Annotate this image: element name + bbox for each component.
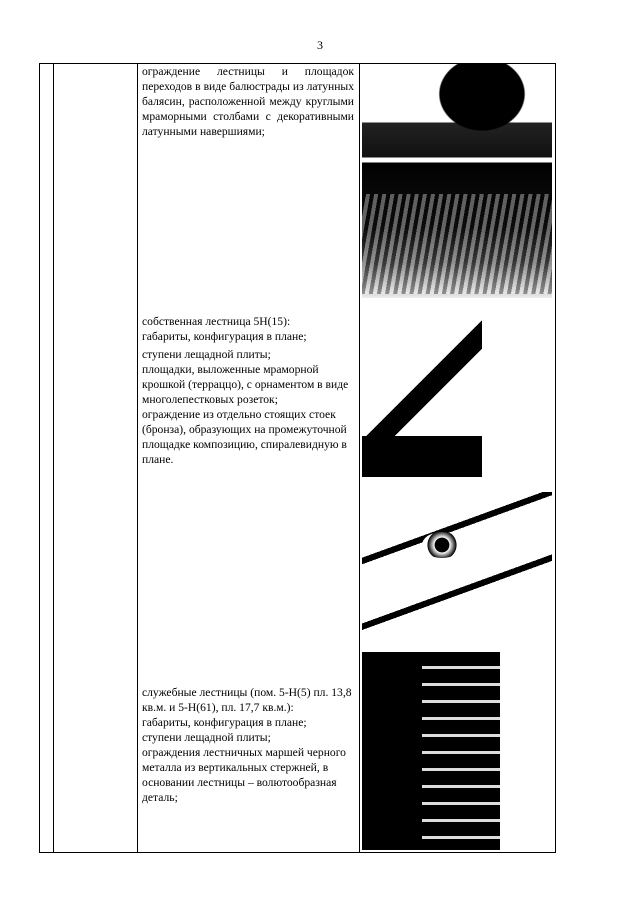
text-line: ступени лещадной плиты; [142,731,271,744]
service-staircase-photo [362,652,500,850]
service-staircases-description [142,685,354,805]
column-divider [359,64,360,852]
text-line: собственная лестница 5Н(15): [142,315,291,328]
text-line: площадки, выложенные мраморной крошкой (терраццо), с орнаментом в виде многолепестковых розеток; [142,363,349,406]
column-divider [137,64,138,852]
text-line: ступени лещадной плиты; [142,348,271,361]
own-staircase-description [142,314,354,467]
text-line: габариты, конфигурация в плане; [142,330,307,343]
text-line: служебные лестницы (пом. 5-Н(5) пл. 13,8 кв.м. и 5-Н(61), пл. 17,7 кв.м.): [142,686,352,714]
balustrade-description: ограждение лестницы и площадок переходов в виде балюстрады из латунных балясин, расположенной между круглыми мраморными столбами с декоративными латунными навершиями; [142,65,354,138]
column-divider [53,64,54,852]
page-number: 3 [317,38,323,52]
own-staircase-photo [362,312,482,477]
text-line: ограждение из отдельно стоящих стоек (бронза), образующих на промежуточной площадке композицию, спиралевидную в плане. [142,408,347,466]
balustrade-photo [362,64,552,298]
terrazzo-landing-photo [362,492,552,642]
text-line: ограждения лестничных маршей черного металла из вертикальных стержней, в основании лестницы – волютообразная деталь; [142,746,346,804]
text-line: габариты, конфигурация в плане; [142,716,307,729]
